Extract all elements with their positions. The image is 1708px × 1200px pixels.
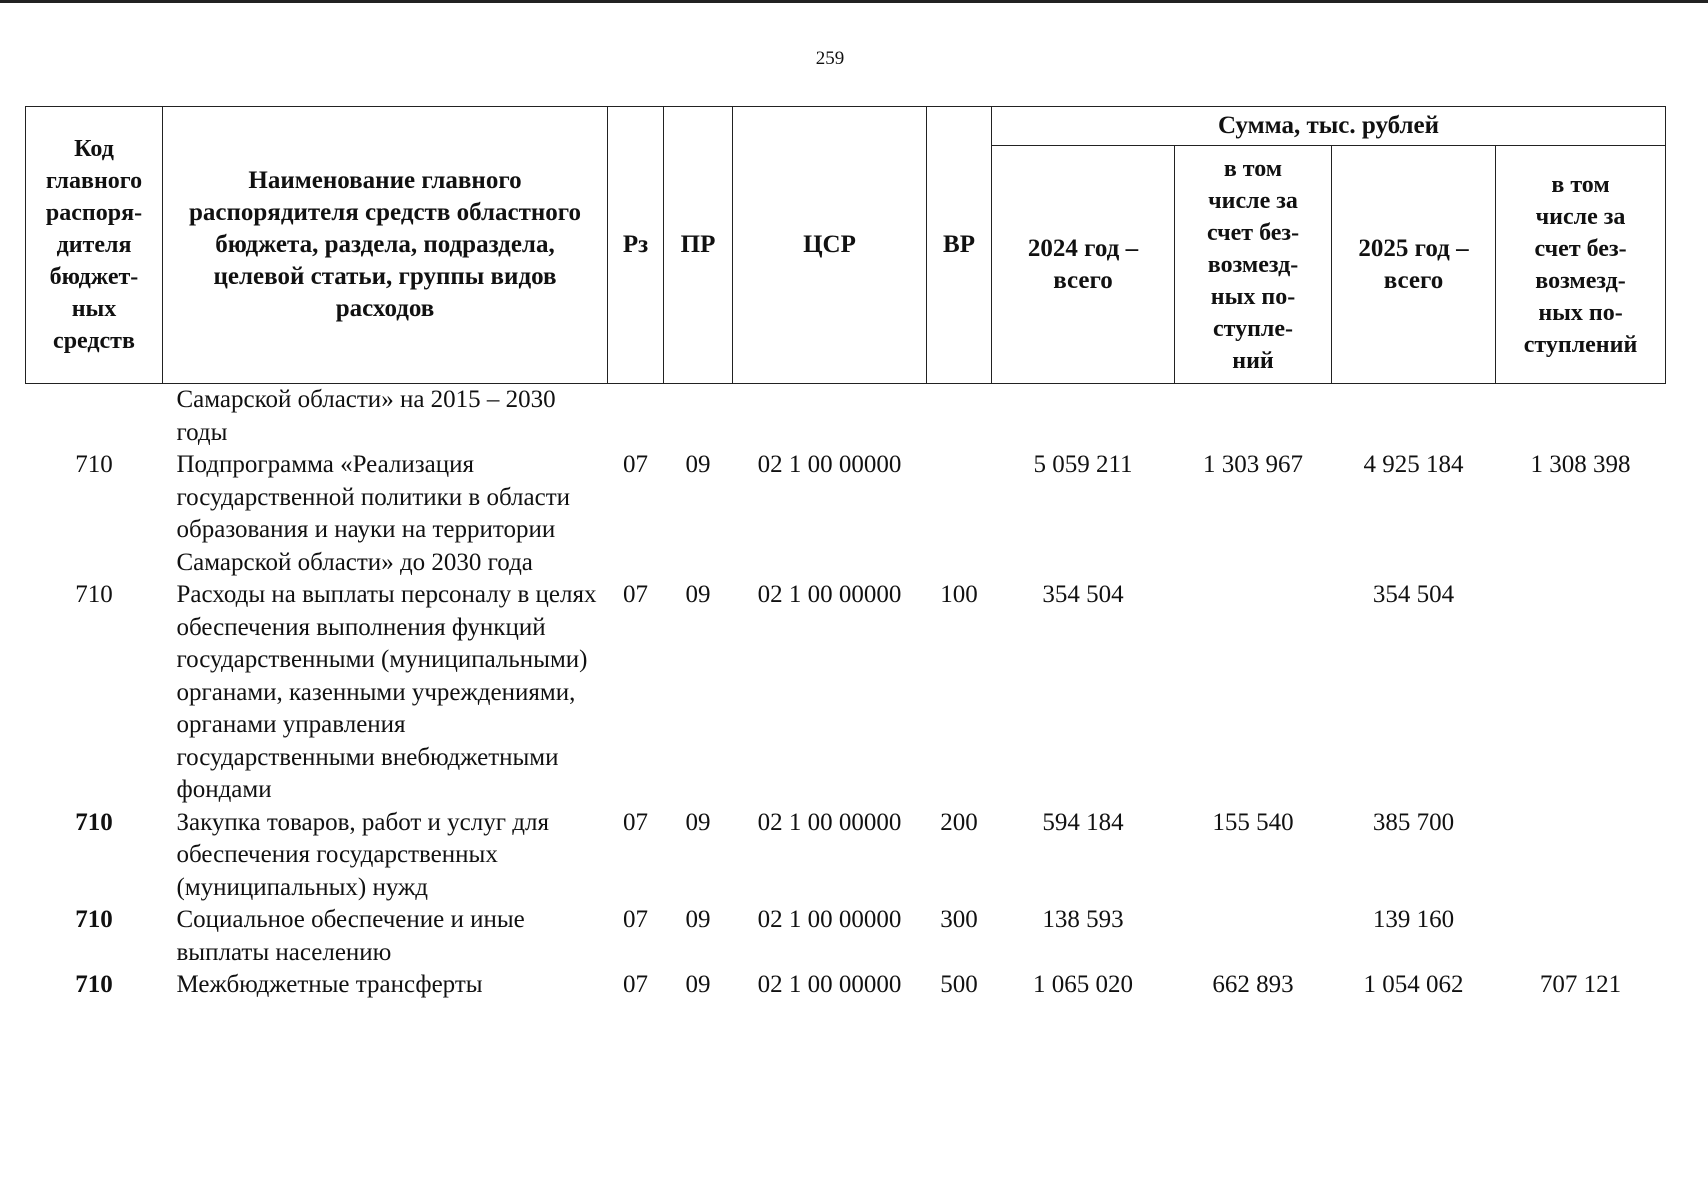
cell-rz: 07 <box>623 581 648 608</box>
cell-pr: 09 <box>685 581 711 608</box>
page-number: 259 <box>815 48 845 69</box>
cell-2025-total: 1 054 062 <box>1363 971 1464 998</box>
cell-csr <box>733 384 927 450</box>
cell-vr: 300 <box>940 906 978 933</box>
cell-2025-grants <box>1496 579 1666 807</box>
cell-rz: 07 <box>623 971 648 998</box>
cell-pr: 09 <box>685 451 711 478</box>
cell-pr: 09 <box>685 971 711 998</box>
cell-2025-total: 385 700 <box>1372 808 1455 836</box>
cell-2024-total: 1 065 020 <box>1033 971 1133 998</box>
cell-code: 710 <box>75 581 113 608</box>
cell-name: Межбюджетные трансферты <box>176 971 483 998</box>
header-2024-total: 2024 год – всего <box>992 146 1175 384</box>
header-name: Наименование главного распорядителя средств областного бюджета, раздела, подраздела, целевой статьи, группы видов расходов <box>163 107 608 384</box>
cell-vr <box>927 384 992 450</box>
cell-2024-grants: 1 303 967 <box>1203 451 1303 478</box>
cell-2024-grants: 662 893 <box>1212 971 1294 998</box>
cell-pr: 09 <box>685 906 711 933</box>
top-border-line <box>0 0 1708 3</box>
cell-2024-total: 5 059 211 <box>1033 451 1133 478</box>
header-vr: ВР <box>927 107 992 384</box>
table-header <box>26 107 1666 384</box>
cell-name: Закупка товаров, работ и услуг для обеспечения государственных (муниципальных) нужд <box>176 808 549 901</box>
cell-pr: 09 <box>685 808 711 836</box>
cell-rz: 07 <box>623 808 648 836</box>
cell-csr: 02 1 00 00000 <box>757 451 902 478</box>
cell-2025-grants <box>1496 904 1666 969</box>
cell-code: 710 <box>75 451 113 478</box>
cell-2025-total <box>1332 384 1496 450</box>
cell-rz <box>608 384 664 450</box>
header-rz: Рз <box>608 107 664 384</box>
cell-2024-total: 594 184 <box>1042 808 1124 836</box>
header-2025-total: 2025 год – всего <box>1332 146 1496 384</box>
header-2024-grants: в том числе за счет без-возмезд-ных по-ступле-ний <box>1175 146 1332 384</box>
cell-2025-grants: 707 121 <box>1539 971 1622 998</box>
budget-table <box>25 106 1666 1002</box>
cell-code: 710 <box>75 808 113 836</box>
cell-2024-grants: 155 540 <box>1212 808 1294 836</box>
cell-2024-total: 354 504 <box>1042 581 1124 608</box>
cell-csr: 02 1 00 00000 <box>757 808 902 836</box>
cell-name: Социальное обеспечение и иные выплаты населению <box>176 906 525 966</box>
table-body <box>26 384 1666 1002</box>
cell-2024-total <box>992 384 1175 450</box>
cell-rz: 07 <box>623 451 648 478</box>
table-row <box>26 969 1666 1002</box>
cell-2025-grants <box>1496 807 1666 905</box>
cell-code: 710 <box>75 906 113 933</box>
cell-2024-grants <box>1175 384 1332 450</box>
cell-name: Подпрограмма «Реализация государственной политики в области образования и науки на территории Самарской области» до 2030 года <box>176 451 571 576</box>
header-csr: ЦСР <box>733 107 927 384</box>
cell-2025-total: 4 925 184 <box>1363 451 1464 478</box>
cell-code <box>26 384 163 450</box>
table-row <box>26 807 1666 905</box>
cell-csr: 02 1 00 00000 <box>757 581 902 608</box>
cell-2024-grants <box>1175 904 1332 969</box>
cell-code: 710 <box>75 971 113 998</box>
table-row <box>26 449 1666 579</box>
cell-vr: 100 <box>940 581 978 608</box>
cell-2024-grants <box>1175 579 1332 807</box>
cell-pr <box>664 384 733 450</box>
header-code: Код главного распоря-дителя бюджет-ных средств <box>26 107 163 384</box>
table-row <box>26 904 1666 969</box>
cell-csr: 02 1 00 00000 <box>757 971 902 998</box>
cell-csr: 02 1 00 00000 <box>757 906 902 933</box>
table-row <box>26 579 1666 807</box>
table-row <box>26 384 1666 450</box>
cell-vr: 500 <box>940 971 978 998</box>
header-sum: Сумма, тыс. рублей <box>992 107 1666 146</box>
cell-vr <box>927 449 992 579</box>
cell-2024-total: 138 593 <box>1042 906 1124 933</box>
header-pr: ПР <box>664 107 733 384</box>
cell-name: Самарской области» на 2015 – 2030 годы <box>176 386 556 446</box>
cell-2025-grants: 1 308 398 <box>1530 451 1631 478</box>
cell-rz: 07 <box>623 906 648 933</box>
cell-2025-total: 139 160 <box>1372 906 1455 933</box>
cell-2025-total: 354 504 <box>1372 581 1455 608</box>
header-2025-grants: в том числе за счет без-возмезд-ных по-ступлений <box>1496 146 1666 384</box>
cell-2025-grants <box>1496 384 1666 450</box>
cell-name: Расходы на выплаты персоналу в целях обеспечения выполнения функций государственными (муниципальными) органами, казенными учреждениями, органами управления государственными внебюджетными фондами <box>176 581 597 803</box>
cell-vr: 200 <box>940 808 978 836</box>
